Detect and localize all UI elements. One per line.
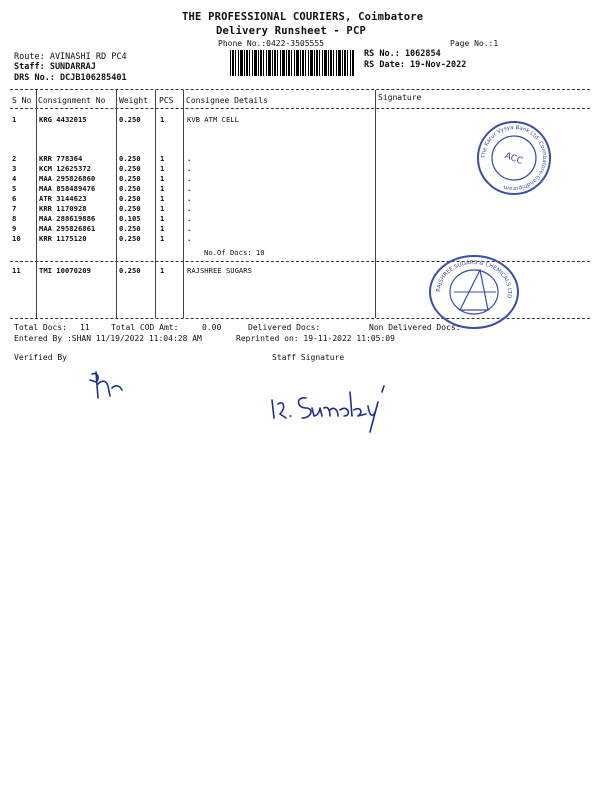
- row-sno: 6: [12, 194, 17, 203]
- row-weight: 0.105: [119, 214, 141, 223]
- row-weight: 0.250: [119, 164, 141, 173]
- table-header-rule: [10, 108, 590, 109]
- row-consignment: MAA 295826860: [39, 174, 96, 183]
- staff-name: Staff: SUNDARRAJ: [14, 62, 96, 72]
- header-weight: Weight: [119, 96, 148, 105]
- row-consignee: .: [187, 174, 192, 183]
- row-weight: 0.250: [119, 154, 141, 163]
- row-sno: 3: [12, 164, 17, 173]
- delivered-docs-label: Delivered Docs:: [248, 323, 321, 332]
- company-seal-stamp: [424, 252, 524, 332]
- row-sno: 9: [12, 224, 17, 233]
- row-consignment: MAA 288619886: [39, 214, 96, 223]
- row-consignee: .: [187, 164, 192, 173]
- row-consignment: TMI 10070209: [39, 266, 91, 275]
- total-cod-value: 0.00: [202, 323, 222, 332]
- entered-by: Entered By :SHAN 11/19/2022 11:04:28 AM: [14, 334, 202, 343]
- row-pcs: 1: [160, 154, 165, 163]
- row-pcs: 1: [160, 164, 165, 173]
- row-sno: 7: [12, 204, 17, 213]
- row-sno: 11: [12, 266, 21, 275]
- total-cod-label: Total COD Amt:: [111, 323, 179, 332]
- no-of-docs: No.Of Docs: 10: [204, 248, 265, 257]
- staff-signature-label: Staff Signature: [272, 353, 345, 362]
- row-sno: 4: [12, 174, 17, 183]
- page-number: Page No.:1: [450, 39, 499, 48]
- row-consignee: .: [187, 184, 192, 193]
- row-weight: 0.250: [119, 184, 141, 193]
- row-sno: 10: [12, 234, 21, 243]
- non-delivered-docs-label: Non Delivered Docs:: [369, 323, 461, 332]
- bank-seal-text: The Karur Vysya Bank Ltd. Coimbatore-Gandhipuram: [480, 124, 548, 192]
- row-pcs: 1: [160, 174, 165, 183]
- company-name: THE PROFESSIONAL COURIERS, Coimbatore: [182, 11, 424, 23]
- drs-number: DRS No.: DCJB106285401: [14, 73, 127, 83]
- reprinted-on: Reprinted on: 19-11-2022 11:05:09: [236, 334, 395, 343]
- row-consignment: MAA 295826861: [39, 224, 96, 233]
- row-consignment: KCM 12625372: [39, 164, 91, 173]
- row-weight: 0.250: [119, 266, 141, 275]
- row-sno: 2: [12, 154, 17, 163]
- row-consignment: KRR 1175120: [39, 234, 87, 243]
- bank-seal-center: ACC: [503, 151, 525, 167]
- verifier-signature: [86, 368, 136, 404]
- row-weight: 0.250: [119, 224, 141, 233]
- total-docs-value: 11: [80, 323, 90, 332]
- row-weight: 0.250: [119, 194, 141, 203]
- row-weight: 0.250: [119, 234, 141, 243]
- barcode-image: [230, 50, 354, 76]
- row-consignment: MAA 858489476: [39, 184, 96, 193]
- row-pcs: 1: [160, 224, 165, 233]
- row-consignment: ATR 3144623: [39, 194, 87, 203]
- row-consignment: KRG 4432015: [39, 115, 87, 124]
- row-weight: 0.250: [119, 174, 141, 183]
- row-pcs: 1: [160, 115, 165, 124]
- header-sno: S No: [12, 96, 32, 105]
- row-pcs: 1: [160, 184, 165, 193]
- phone-number: Phone No.:0422-3505555: [218, 39, 324, 48]
- row-consignment: KRR 778364: [39, 154, 83, 163]
- row-pcs: 1: [160, 266, 165, 275]
- header-consignment: Consignment No: [38, 96, 106, 105]
- row-consignee: .: [187, 224, 192, 233]
- verified-by-label: Verified By: [14, 353, 67, 362]
- runsheet-title: Delivery Runsheet - PCP: [216, 25, 366, 37]
- row-pcs: 1: [160, 204, 165, 213]
- row-sno: 5: [12, 184, 17, 193]
- row-consignee: .: [187, 204, 192, 213]
- rs-date: RS Date: 19-Nov-2022: [364, 60, 467, 70]
- table-top-rule: [10, 89, 590, 90]
- row-consignment: KRR 1170928: [39, 204, 87, 213]
- row-weight: 0.250: [119, 115, 141, 124]
- header-consignee: Consignee Details: [186, 96, 268, 105]
- row-consignee: .: [187, 154, 192, 163]
- rs-number: RS No.: 1062854: [364, 49, 441, 59]
- row-weight: 0.250: [119, 204, 141, 213]
- company-seal-text: RAJSHREE SUGARS & CHEMICALS LTD: [435, 259, 513, 299]
- row-sno: 1: [12, 115, 17, 124]
- row-consignee: .: [187, 214, 192, 223]
- row-pcs: 1: [160, 234, 165, 243]
- row-consignee: RAJSHREE SUGARS: [187, 266, 252, 275]
- row-consignee: KVB ATM CELL: [187, 115, 239, 124]
- header-pcs: PCS: [159, 96, 174, 105]
- row-pcs: 1: [160, 194, 165, 203]
- svg-text:RAJSHREE SUGARS & CHEMICALS LT: [436, 260, 512, 299]
- row-consignee: .: [187, 194, 192, 203]
- total-docs-label: Total Docs:: [14, 323, 67, 332]
- row-sno: 8: [12, 214, 17, 223]
- row-consignee: .: [187, 234, 192, 243]
- bank-seal-stamp: [474, 118, 554, 198]
- header-signature: Signature: [378, 93, 422, 102]
- staff-handwritten-signature: [268, 378, 428, 434]
- row-pcs: 1: [160, 214, 165, 223]
- route-name: Route: AVINASHI RD PC4: [14, 52, 127, 62]
